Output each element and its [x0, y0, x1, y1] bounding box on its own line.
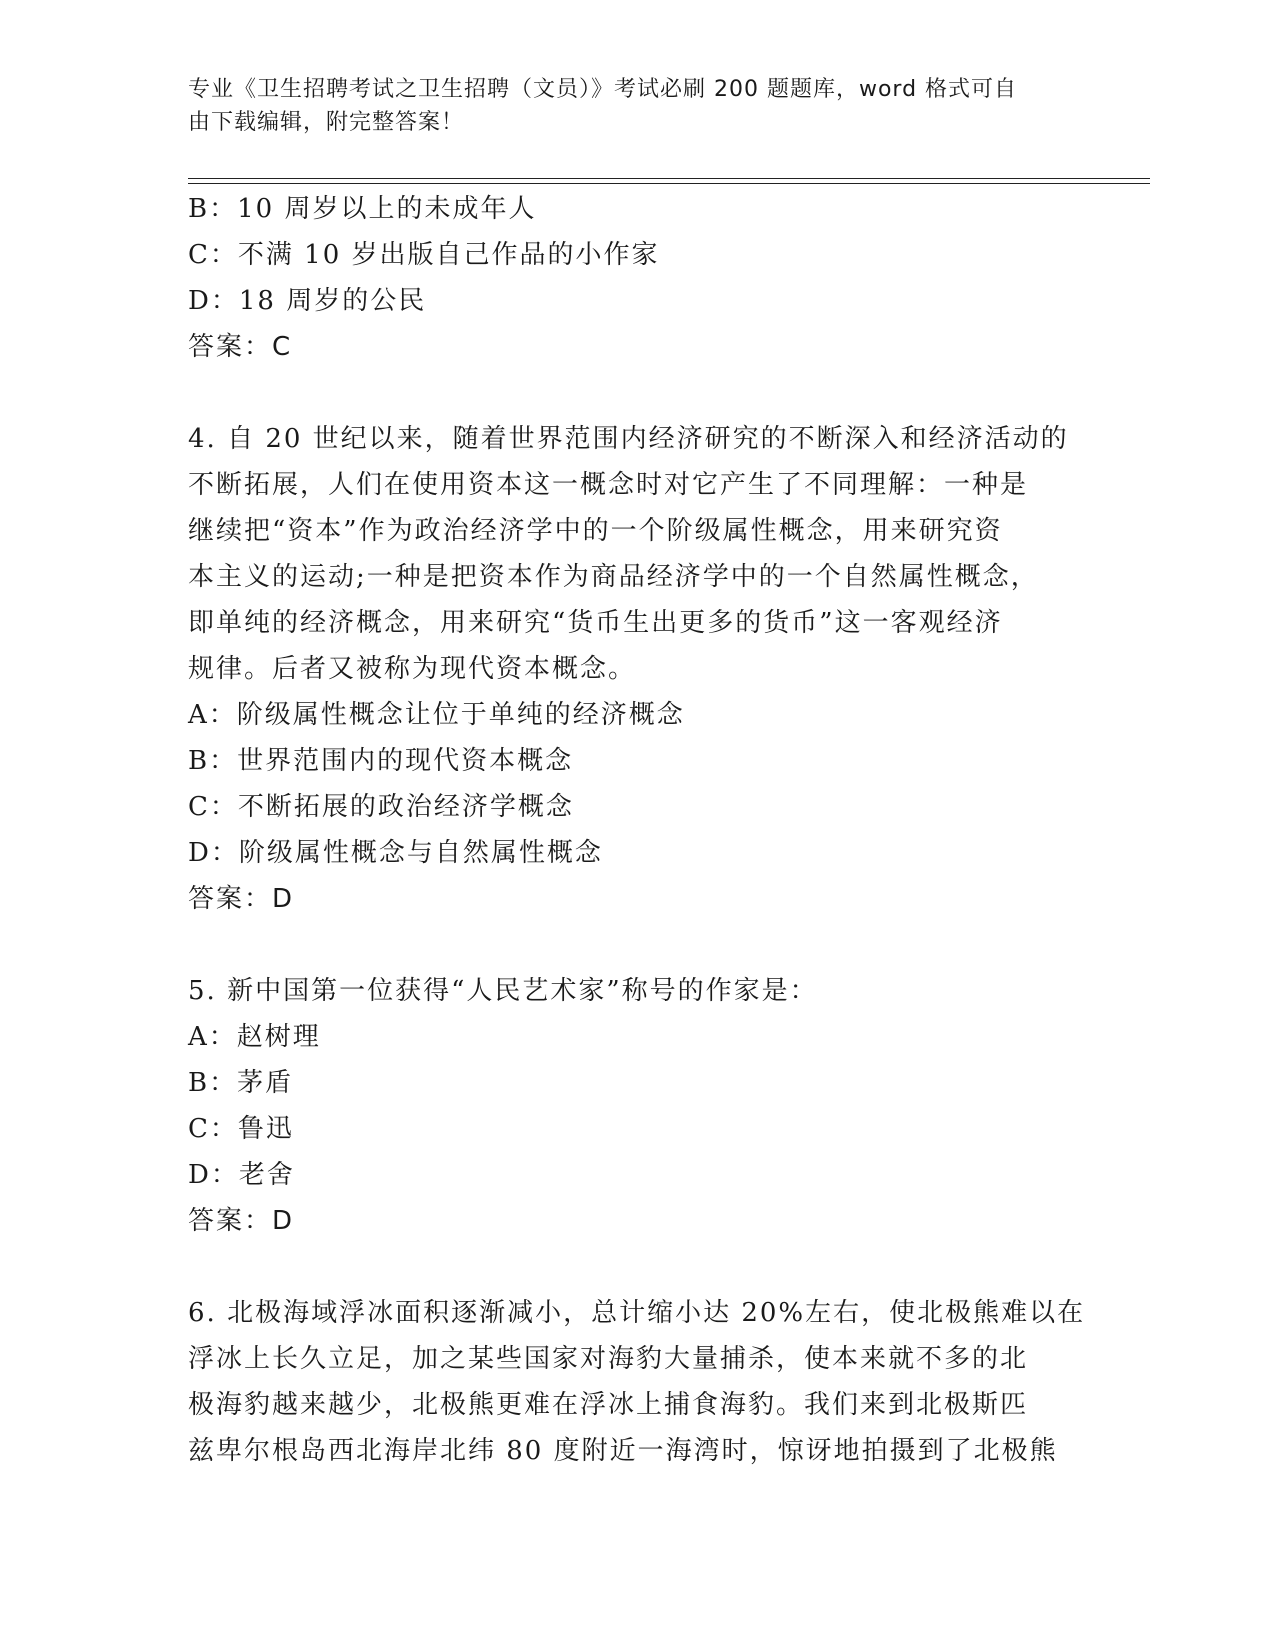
spacer [188, 1244, 1088, 1290]
spacer [188, 922, 1088, 968]
option-b: B：世界范围内的现代资本概念 [188, 746, 574, 776]
page-content [188, 186, 1088, 1474]
option-c: C：鲁迅 [188, 1114, 294, 1144]
option-a: A：赵树理 [188, 1022, 321, 1052]
option-d: D：18 周岁的公民 [188, 286, 427, 316]
question-stem-line: 4. 自 20 世纪以来，随着世界范围内经济研究的不断深入和经济活动的 [188, 424, 1069, 454]
question-stem-line: 规律。后者又被称为现代资本概念。 [188, 654, 637, 684]
question-stem-line: 6. 北极海域浮冰面积逐渐减小，总计缩小达 20%左右，使北极熊难以在 [188, 1298, 1086, 1328]
option-b: B：茅盾 [188, 1068, 294, 1098]
option-b: B：10 周岁以上的未成年人 [188, 194, 537, 224]
answer: 答案：C [188, 332, 293, 362]
answer: 答案：D [188, 884, 295, 914]
question-stem-line: 极海豹越来越少，北极熊更难在浮冰上捕食海豹。我们来到北极斯匹 [188, 1390, 1029, 1420]
answer: 答案：D [188, 1206, 295, 1236]
question-stem-line: 即单纯的经济概念，用来研究“货币生出更多的货币”这一客观经济 [188, 608, 1003, 638]
option-c: C：不断拓展的政治经济学概念 [188, 792, 574, 822]
option-c: C：不满 10 岁出版自己作品的小作家 [188, 240, 660, 270]
question-6 [188, 1290, 1088, 1474]
question-stem-line: 本主义的运动;一种是把资本作为商品经济学中的一个自然属性概念， [188, 562, 1039, 592]
spacer [188, 370, 1088, 416]
header-divider [188, 178, 1150, 184]
question-stem: 5. 新中国第一位获得“人民艺术家”称号的作家是： [188, 976, 818, 1006]
question-stem-line: 兹卑尔根岛西北海岸北纬 80 度附近一海湾时，惊讶地拍摄到了北极熊 [188, 1436, 1058, 1466]
header-line-2: 由下载编辑，附完整答案！ [188, 110, 465, 135]
option-a: A：阶级属性概念让位于单纯的经济概念 [188, 700, 685, 730]
option-d: D：老舍 [188, 1160, 295, 1190]
question-3 [188, 186, 1088, 370]
question-stem-line: 不断拓展，人们在使用资本这一概念时对它产生了不同理解：一种是 [188, 470, 1029, 500]
page-header [188, 73, 1068, 139]
question-stem-line: 浮冰上长久立足，加之某些国家对海豹大量捕杀，使本来就不多的北 [188, 1344, 1029, 1374]
question-4 [188, 416, 1088, 922]
header-line-1: 专业《卫生招聘考试之卫生招聘（文员）》考试必刷 200 题题库，word 格式可自 [188, 77, 1018, 102]
option-d: D：阶级属性概念与自然属性概念 [188, 838, 603, 868]
question-5 [188, 968, 1088, 1244]
question-stem-line: 继续把“资本”作为政治经济学中的一个阶级属性概念，用来研究资 [188, 516, 1003, 546]
